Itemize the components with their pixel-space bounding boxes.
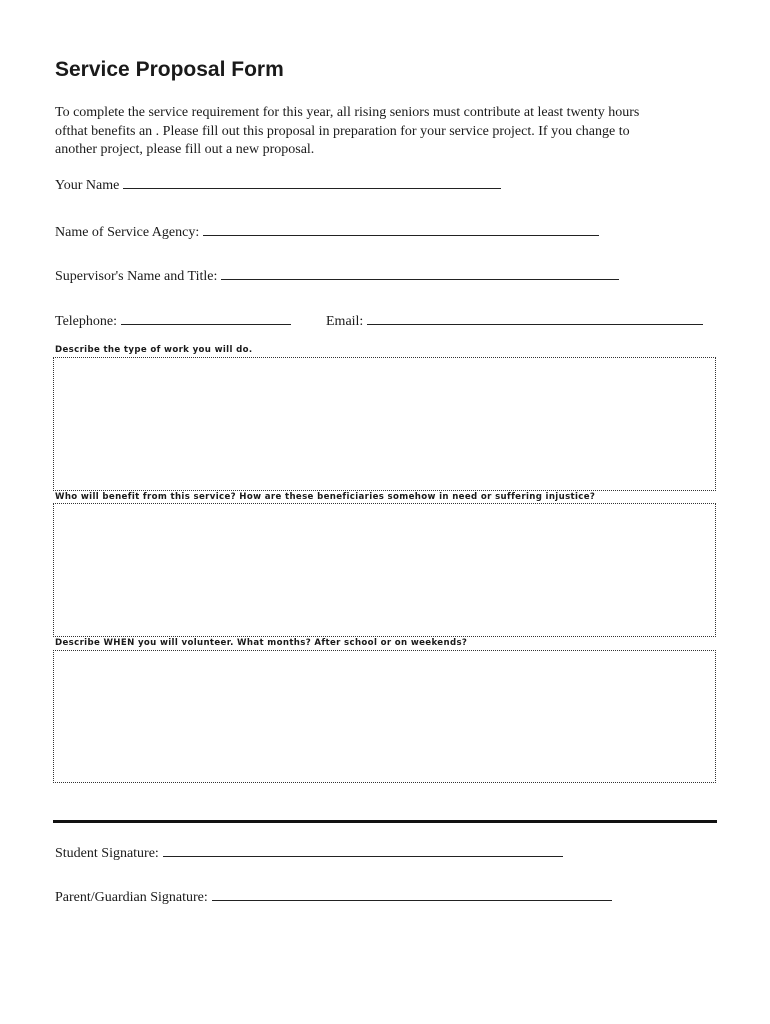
your-name-field xyxy=(55,175,501,194)
email-field xyxy=(326,311,703,330)
intro-line: another project, please fill out a new proposal. xyxy=(55,142,315,157)
telephone-label: Telephone: xyxy=(55,314,117,329)
agency-field xyxy=(55,222,599,241)
agency-input-line[interactable] xyxy=(203,222,599,236)
beneficiaries-box[interactable] xyxy=(53,503,716,637)
parent-signature-line[interactable] xyxy=(212,887,612,901)
supervisor-input-line[interactable] xyxy=(221,266,619,280)
supervisor-field xyxy=(55,266,619,285)
your-name-input-line[interactable] xyxy=(123,175,501,189)
email-label: Email: xyxy=(326,314,364,329)
intro-line: ofthat benefits an . Please fill out this proposal in preparation for your service project. If you change to xyxy=(55,123,630,139)
section-label-schedule: Describe WHEN you will volunteer. What months? After school or on weekends? xyxy=(55,638,468,648)
work-description-box[interactable] xyxy=(53,357,716,491)
student-signature-label: Student Signature: xyxy=(55,846,159,861)
parent-signature-label: Parent/Guardian Signature: xyxy=(55,890,208,905)
schedule-box[interactable] xyxy=(53,650,716,783)
telephone-input-line[interactable] xyxy=(121,311,291,325)
parent-signature-field xyxy=(55,887,612,906)
agency-label: Name of Service Agency: xyxy=(55,225,200,240)
page-title: Service Proposal Form xyxy=(55,58,284,81)
section-label-work: Describe the type of work you will do. xyxy=(55,345,253,355)
supervisor-label: Supervisor's Name and Title: xyxy=(55,269,218,284)
intro-line: To complete the service requirement for this year, all rising seniors must contribute at least twenty hours xyxy=(55,105,640,120)
telephone-field xyxy=(55,311,291,330)
email-input-line[interactable] xyxy=(367,311,703,325)
student-signature-field xyxy=(55,843,563,862)
intro-paragraph xyxy=(55,104,715,160)
signature-divider xyxy=(53,820,717,823)
your-name-label: Your Name xyxy=(55,178,120,193)
section-label-beneficiaries: Who will benefit from this service? How are these beneficiaries somehow in need or suffering injustice? xyxy=(55,492,596,502)
student-signature-line[interactable] xyxy=(163,843,563,857)
